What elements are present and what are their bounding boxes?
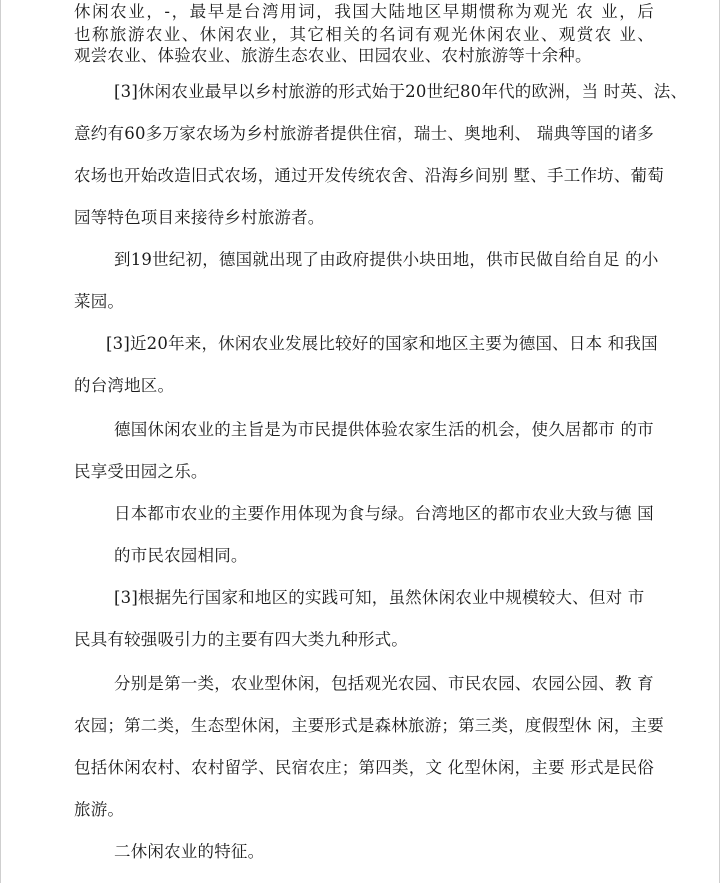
section-heading: 二休闲农业的特征。 [114,842,265,861]
paragraph-8-line-1: 分别是第一类，农业型休闲，包括观光农园、市民农园、农园公园、教 育 [114,674,654,693]
paragraph-5-line-2: 民享受田园之乐。 [74,462,208,481]
paragraph-4-line-2: 的台湾地区。 [74,376,175,395]
paragraph-8-line-3: 包括休闲农村、农村留学、民宿农庄；第四类，文 化型休闲，主要 形式是民俗 [74,758,654,777]
paragraph-6-line-2: 的市民农园相同。 [114,546,248,565]
paragraph-2-line-4: 园等特色项目来接待乡村旅游者。 [74,208,325,227]
paragraph-3-line-1: 到19世纪初，德国就出现了由政府提供小块田地，供市民做自给自足 的小 [114,250,659,269]
paragraph-3-line-2: 菜园。 [74,292,125,311]
paragraph-2-line-2: 意约有60多万家农场为乡村旅游者提供住宿，瑞士、奥地利、 瑞典等国的诸多 [74,124,654,143]
paragraph-6-line-1: 日本都市农业的主要作用体现为食与绿。台湾地区的都市农业大致与德 国 [114,504,654,523]
paragraph-4-line-1: [3]近20年来，休闲农业发展比较好的国家和地区主要为德国、日本 和我国 [106,334,658,353]
page-left-edge [0,0,1,883]
paragraph-8-line-2: 农园；第二类，生态型休闲，主要形式是森林旅游；第三类，度假型休 闲，主要 [74,716,664,735]
paragraph-1-line-1: 休闲农业，-，最早是台湾用词，我国大陆地区早期惯称为观光 农 业，后 [74,2,654,21]
paragraph-1-line-2: 也称旅游农业、休闲农业，其它相关的名词有观光休闲农业、观赏农 业、 [74,25,654,44]
paragraph-2-line-1: [3]休闲农业最早以乡村旅游的形式始于20世纪80年代的欧洲，当 时英、法、 [114,82,688,101]
paragraph-8-line-4: 旅游。 [74,800,125,819]
paragraph-2-line-3: 农场也开始改造旧式农场，通过开发传统农舍、沿海乡间别 墅、手工作坊、葡萄 [74,166,664,185]
paragraph-5-line-1: 德国休闲农业的主旨是为市民提供体验农家生活的机会，使久居都市 的市 [114,420,654,439]
paragraph-7-line-1: [3]根据先行国家和地区的实践可知，虽然休闲农业中规模较大、但对 市 [114,588,645,607]
paragraph-1-line-3: 观尝农业、体验农业、旅游生态农业、田园农业、农村旅游等十余种。 [74,46,592,65]
paragraph-7-line-2: 民具有较强吸引力的主要有四大类九种形式。 [74,630,408,649]
